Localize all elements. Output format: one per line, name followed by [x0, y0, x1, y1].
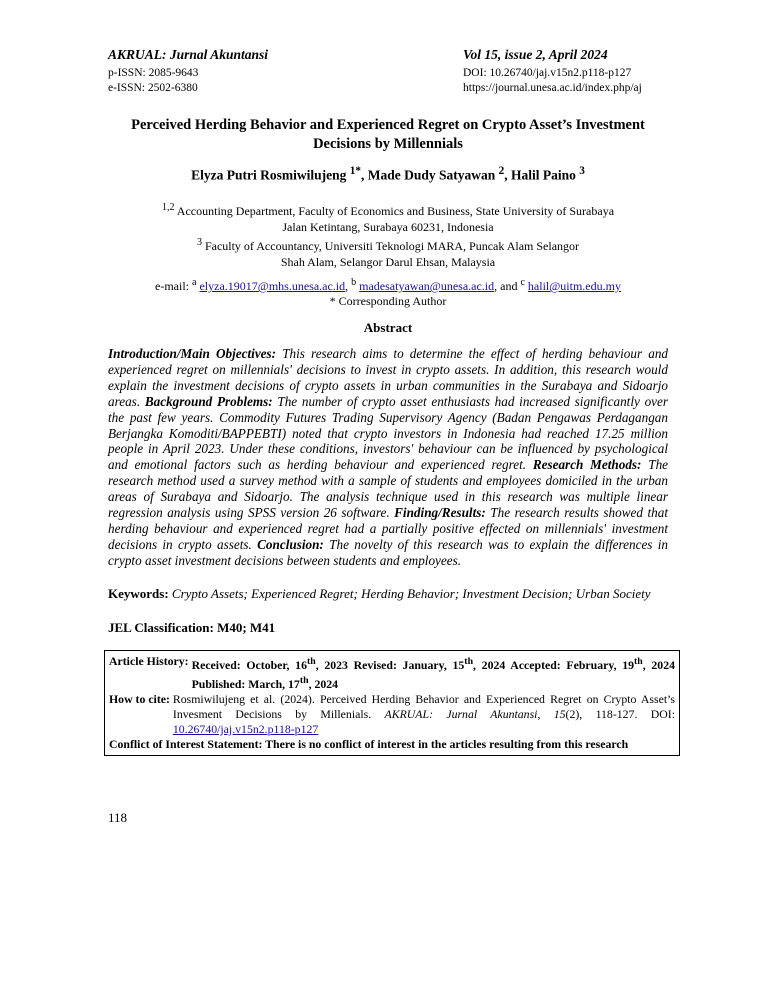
- cite-body: Rosmiwilujeng et al. (2024). Perceived Herding Behavior and Experienced Regret on Crypto Asset’s Invesment Decisions by Millenials.: [172, 691, 675, 721]
- volume-issue: Vol 15, issue 2, April 2024: [463, 47, 608, 62]
- cite-text: [173, 692, 675, 737]
- affil-line-3: Faculty of Accountancy, Universiti Teknologi MARA, Puncak Alam Selangor: [204, 239, 580, 253]
- abstract-label-objectives: Introduction/Main Objectives:: [108, 346, 277, 361]
- abstract-body: [108, 346, 668, 569]
- cite-label: How to cite:: [109, 691, 170, 706]
- e-issn: e-ISSN: 2502-6380: [108, 82, 198, 94]
- affil-line-4: Shah Alam, Selangor Darul Ehsan, Malaysia: [280, 254, 496, 269]
- history-label: Article History:: [109, 654, 189, 668]
- journal-url: https://journal.unesa.ac.id/index.php/aj: [463, 82, 642, 94]
- date-accepted: , 2024 Accepted: February, 19: [473, 657, 635, 672]
- header-row-2: [108, 67, 668, 79]
- abstract-label-results: Finding/Results:: [394, 505, 486, 521]
- p-issn: p-ISSN: 2085-9643: [108, 67, 199, 79]
- page-number: 118: [108, 810, 128, 825]
- abstract-heading: Abstract: [363, 320, 413, 335]
- email-block: e-mail: $^a$ elyza.19017@mhs.unesa.ac.id, $^b$ madesatyawan@unesa.ac.id, and $^c$ halil@uitm.edu.my * Corresponding Author: [108, 275, 668, 309]
- affil-line-1: Accounting Department, Faculty of Economics and Business, State University of Surabaya: [176, 204, 615, 218]
- cite-rest: (2), 118-127. DOI:: [565, 706, 675, 721]
- article-history-box: [104, 650, 680, 756]
- affil-sup-12: 1,2: [161, 202, 175, 213]
- author-2: Made Dudy Satyawan: [367, 167, 496, 183]
- cite-doi-link[interactable]: 10.26740/jaj.v15n2.p118-p127: [172, 721, 319, 736]
- history-row: [109, 654, 675, 692]
- email-link-3[interactable]: halil@uitm.edu.my: [527, 279, 621, 293]
- cite-journal: AKRUAL: Jurnal Akuntansi: [384, 706, 538, 721]
- sup-th-2: th: [464, 656, 474, 667]
- sup-th-3: th: [634, 656, 643, 667]
- author-list: Elyza Putri Rosmiwilujeng $^{1*}$, Made Dudy Satyawan $^2$, Halil Paino $^3$: [191, 165, 585, 183]
- abstract-text-background: The number of crypto asset enthusiasts had increased significantly over the past few years. Commodity Futures Trading Supervisory Agency (Badan Pengawas Perdagangan Berjangka Komoditi/BAPPEBTI) noted that crypto investors in Indonesia had reached 17.25 million people in April 2023. Under these conditions, investors' behaviour can be influenced by psychological and emotional factors such as herding behaviour and experienced regret.: [108, 393, 669, 473]
- author-1-sup: 1*: [349, 165, 361, 177]
- abstract-label-conclusion: Conclusion:: [257, 536, 324, 552]
- paper-title: Perceived Herding Behavior and Experienced Regret on Crypto Asset’s Investment Decisions by Millennials: [131, 117, 645, 152]
- jel-classification: JEL Classification: M40; M41: [108, 620, 276, 635]
- conflict-statement: Conflict of Interest Statement: There is no conflict of interest in the articles resulting from this research: [109, 736, 629, 751]
- email-link-1[interactable]: elyza.19017@mhs.unesa.ac.id: [199, 279, 346, 293]
- date-published: , 2024 Published: March, 17: [191, 657, 676, 691]
- affil-line-2: Jalan Ketintang, Surabaya 60231, Indonesia: [282, 219, 494, 234]
- date-end: , 2024: [308, 676, 339, 691]
- email-sup-c: c: [520, 277, 525, 288]
- history-dates: [192, 654, 675, 692]
- sup-th-4: th: [299, 674, 309, 686]
- author-3-sup: 3: [579, 165, 585, 177]
- email-and: , and: [494, 279, 518, 293]
- journal-name: AKRUAL: Jurnal Akuntansi: [108, 47, 269, 62]
- header-row-3: [108, 82, 668, 94]
- email-prefix: e-mail:: [155, 279, 189, 293]
- affiliations: [108, 200, 668, 270]
- corresponding-author: * Corresponding Author: [329, 294, 447, 308]
- author-1: Elyza Putri Rosmiwilujeng: [191, 167, 347, 183]
- email-sup-b: b: [351, 277, 357, 288]
- keywords-label: Keywords:: [108, 586, 169, 601]
- header-row-1: [108, 47, 668, 63]
- date-revised: , 2023 Revised: January, 15: [315, 657, 465, 672]
- author-2-sup: 2: [498, 165, 505, 177]
- abstract-label-methods: Research Methods:: [532, 457, 642, 473]
- date-received: Received: October, 16: [191, 657, 307, 672]
- sup-th-1: th: [306, 656, 316, 667]
- cite-row: [109, 692, 675, 737]
- abstract-label-background: Background Problems:: [144, 393, 273, 409]
- cite-volume: 15: [553, 706, 566, 721]
- email-sup-a: a: [192, 277, 197, 288]
- abstract-text-results: The research results showed that herding behaviour and experienced regret had a partially positive effected on millennials' investment decisions in crypto assets.: [108, 505, 669, 552]
- keywords-values: Crypto Assets; Experienced Regret; Herding Behavior; Investment Decision; Urban Society: [171, 586, 651, 601]
- email-link-2[interactable]: madesatyawan@unesa.ac.id: [359, 279, 495, 293]
- abstract-text-methods: The research method used a survey method with a sample of students and employees domiciled in the urban areas of Surabaya and Sidoarjo. The analysis technique used in this research was multiple linear regression analysis using SPSS version 26 software.: [108, 457, 669, 521]
- doi: DOI: 10.26740/jaj.v15n2.p118-p127: [463, 67, 632, 79]
- abstract-text-conclusion: The novelty of this research was to explain the differences in crypto asset investment decisions between students and employees.: [108, 536, 669, 568]
- abstract-text-objectives: This research aims to determine the effect of herding behaviour and experienced regret on millennials' decisions to invest in crypto assets. In addition, this research would explain the investment decisions of crypto assets in urban communities in the Surabaya and Sidoarjo areas.: [108, 346, 669, 409]
- affil-sup-3: 3: [196, 237, 202, 248]
- keywords: [108, 586, 668, 602]
- cite-sep: ,: [537, 706, 541, 721]
- author-3: Halil Paino: [511, 167, 576, 183]
